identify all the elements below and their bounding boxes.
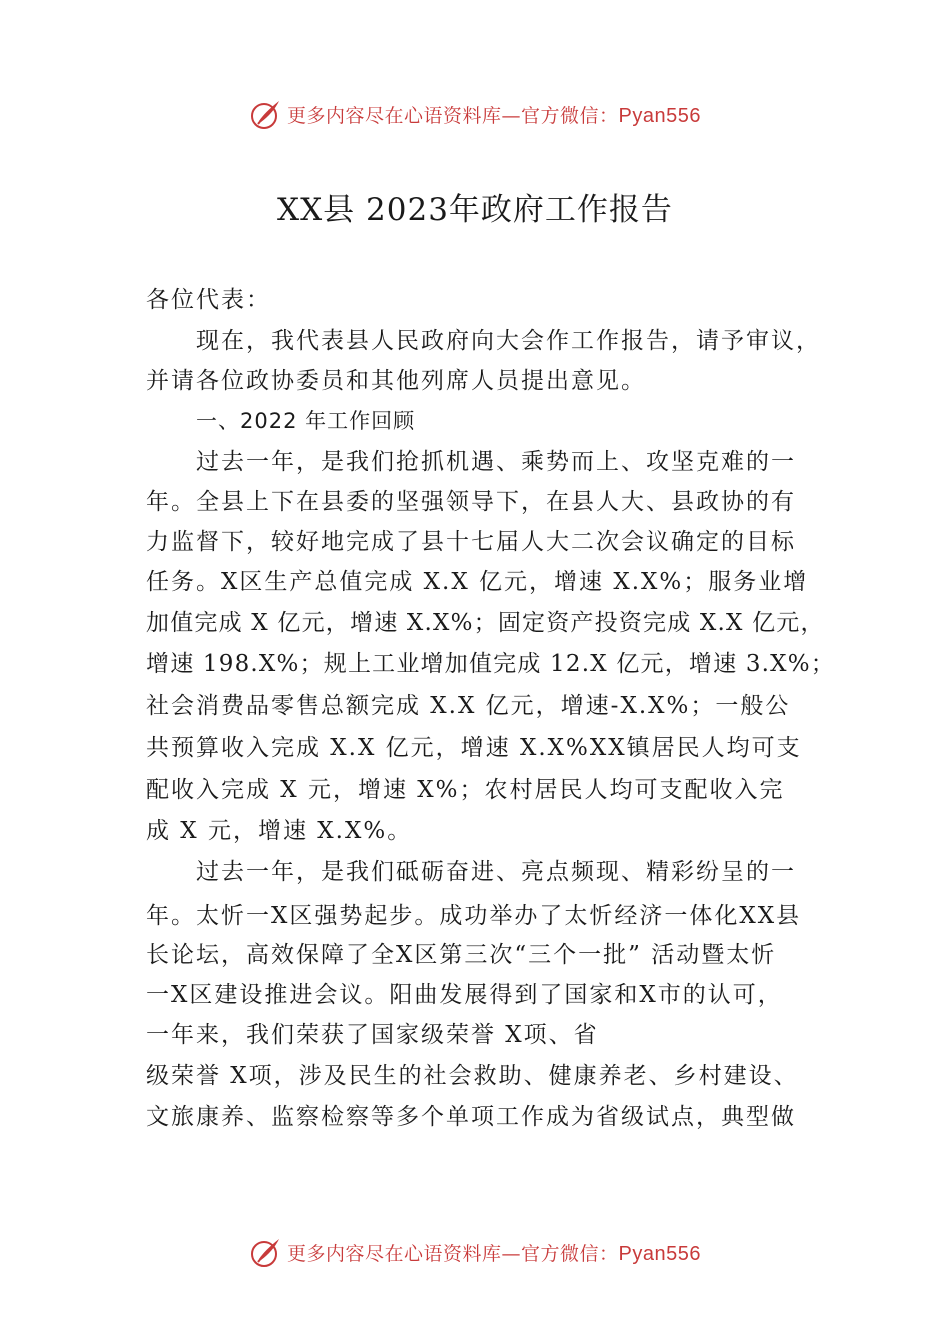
body-line: 任务。X区生产总值完成 X.X 亿元，增速 X.X%；服务业增 <box>146 569 809 595</box>
body-line: 社会消费品零售总额完成 X.X 亿元，增速-X.X%；一般公 <box>146 693 791 719</box>
body-line: 增速 198.X%；规上工业增加值完成 12.X 亿元，增速 3.X%； <box>146 651 836 677</box>
watermark-wechat-id: Pyan556 <box>618 104 701 127</box>
body-line: 成 X 元，增速 X.X%。 <box>146 818 413 844</box>
watermark-text <box>287 101 701 128</box>
body-line: 现在，我代表县人民政府向大会作工作报告，请予审议， <box>196 328 821 354</box>
salutation: 各位代表： <box>146 287 271 313</box>
body-line: 文旅康养、监察检察等多个单项工作成为省级试点，典型做 <box>146 1104 796 1130</box>
body-line: 并请各位政协委员和其他列席人员提出意见。 <box>146 368 646 394</box>
watermark-text <box>287 1239 701 1266</box>
body-line: 力监督下，较好地完成了县十七届人大二次会议确定的目标 <box>146 529 796 555</box>
body-line: 过去一年，是我们砥砺奋进、亮点频现、精彩纷呈的一 <box>196 859 796 885</box>
watermark-wechat-id: Pyan556 <box>618 1242 701 1265</box>
body-line: 过去一年，是我们抢抓机遇、乘势而上、攻坚克难的一 <box>196 449 796 475</box>
body-line: 级荣誉 X项，涉及民生的社会救助、健康养老、乡村建设、 <box>146 1063 799 1089</box>
quill-logo-icon <box>249 97 283 131</box>
body-line: 一X区建设推进会议。阳曲发展得到了国家和X市的认可， <box>146 982 783 1008</box>
body-line: 加值完成 X 亿元，增速 X.X%；固定资产投资完成 X.X 亿元， <box>146 610 825 636</box>
watermark-label: 更多内容尽在心语资料库—官方微信： <box>287 1242 619 1265</box>
header-watermark <box>0 94 950 134</box>
body-line: 一年来，我们荣获了国家级荣誉 X项、省 <box>146 1022 599 1048</box>
body-line: 年。全县上下在县委的坚强领导下，在县人大、县政协的有 <box>146 489 796 515</box>
body-line: 共预算收入完成 X.X 亿元，增速 X.X%XX镇居民人均可支 <box>146 735 802 761</box>
section-heading: 一、2022 年工作回顾 <box>196 409 416 433</box>
body-line: 长论坛，高效保障了全X区第三次“三个一批” 活动暨太忻 <box>146 942 777 968</box>
quill-logo-icon <box>249 1235 283 1269</box>
body-line: 配收入完成 X 元，增速 X%；农村居民人均可支配收入完 <box>146 777 785 803</box>
body-line: 年。太忻一X区强势起步。成功举办了太忻经济一体化XX县 <box>146 903 802 929</box>
footer-watermark <box>0 1232 950 1272</box>
document-title: XX县 2023年政府工作报告 <box>277 192 673 228</box>
watermark-label: 更多内容尽在心语资料库—官方微信： <box>287 104 619 127</box>
